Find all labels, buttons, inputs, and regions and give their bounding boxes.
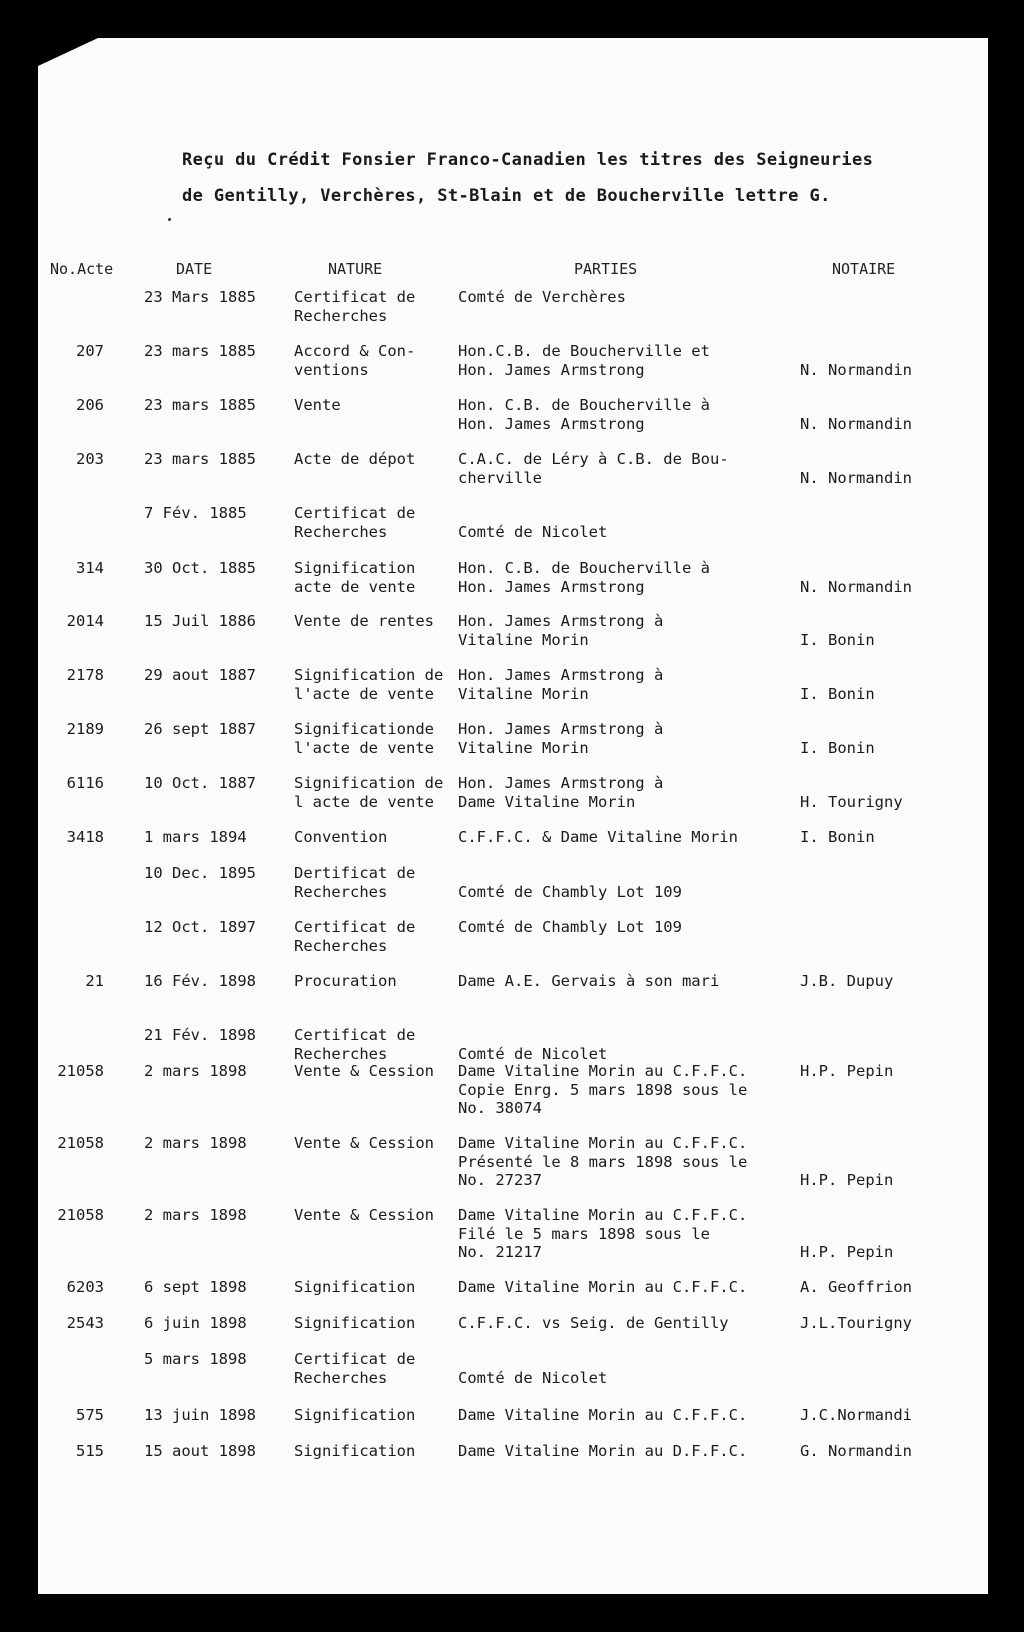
parties-line [458, 1026, 607, 1045]
cell-notaire: N. Normandin [800, 468, 912, 487]
cell-parties [458, 450, 729, 487]
cell-no-acte: 314 [76, 559, 104, 577]
parties-line: Comté de Verchères [458, 288, 626, 306]
cell-parties [458, 1026, 607, 1063]
cell-no-acte: 21058 [57, 1134, 104, 1152]
parties-line: Vitaline Morin [458, 738, 589, 757]
cell-no-acte: 207 [76, 342, 104, 360]
cell-no-acte: 21058 [57, 1206, 104, 1224]
cell-nature [294, 1278, 415, 1297]
cell-parties [458, 1406, 747, 1425]
cell-date: 1 mars 1894 [144, 828, 247, 846]
nature-line: Dertificat de [294, 864, 416, 882]
cell-nature [294, 1314, 415, 1333]
cell-notaire: N. Normandin [800, 360, 912, 379]
nature-line: l acte de vente [294, 792, 434, 811]
cell-notaire: N. Normandin [800, 414, 912, 433]
cell-no-acte: 6116 [66, 774, 104, 792]
parties-line: No. 21217 [458, 1243, 542, 1261]
cell-nature [294, 918, 415, 955]
nature-line: Recherches [294, 1044, 388, 1063]
nature-line: acte de vente [294, 577, 416, 596]
nature-line: Recherches [294, 936, 388, 955]
parties-line: Comté de Nicolet [458, 1044, 608, 1063]
parties-line: Comté de Nicolet [458, 1368, 608, 1387]
cell-date: 23 mars 1885 [144, 450, 256, 468]
parties-line: Hon.C.B. de Boucherville et [458, 342, 710, 360]
cell-no-acte: 203 [76, 450, 104, 468]
cell-notaire: I. Bonin [800, 630, 875, 649]
parties-line: No. 38074 [458, 1099, 542, 1117]
parties-line: C.F.F.C. vs Seig. de Gentilly [458, 1314, 729, 1332]
parties-line: Hon. James Armstrong [458, 414, 645, 433]
parties-line [458, 864, 682, 883]
cell-no-acte: 206 [76, 396, 104, 414]
cell-nature [294, 1406, 415, 1425]
nature-line: Signification [294, 1406, 416, 1424]
cell-date: 10 Oct. 1887 [144, 774, 256, 792]
nature-line: l'acte de vente [294, 684, 434, 703]
cell-nature [294, 1350, 415, 1387]
parties-line [458, 504, 607, 523]
nature-line: Vente & Cession [294, 1062, 434, 1080]
nature-line: Signification [294, 559, 416, 577]
cell-notaire: N. Normandin [800, 577, 912, 596]
cell-parties [458, 1314, 729, 1333]
nature-line: Certificat de [294, 918, 416, 936]
parties-line: Hon. James Armstrong à [458, 612, 664, 630]
cell-nature [294, 864, 415, 901]
cell-nature [294, 1062, 434, 1081]
cell-notaire: H. Tourigny [800, 792, 903, 811]
cell-parties [458, 504, 607, 541]
parties-line: Comté de Chambly Lot 109 [458, 882, 682, 901]
parties-line: cherville [458, 468, 542, 487]
cell-date: 15 Juil 1886 [144, 612, 256, 630]
cell-parties [458, 918, 682, 937]
parties-line: Dame Vitaline Morin au C.F.F.C. [458, 1062, 748, 1080]
cell-notaire: H.P. Pepin [800, 1171, 894, 1189]
header-no-acte: No.Acte [50, 260, 114, 278]
cell-date: 2 mars 1898 [144, 1206, 247, 1224]
cell-parties [458, 828, 738, 847]
cell-date: 10 Dec. 1895 [144, 864, 256, 882]
cell-date: 12 Oct. 1897 [144, 918, 256, 936]
cell-no-acte: 2014 [66, 612, 104, 630]
parties-line: Vitaline Morin [458, 684, 589, 703]
cell-no-acte: 6203 [66, 1278, 104, 1296]
parties-line: Comté de Nicolet [458, 522, 608, 541]
parties-line: Dame Vitaline Morin au C.F.F.C. [458, 1406, 748, 1424]
cell-parties [458, 972, 719, 991]
cell-nature [294, 288, 415, 325]
title-line-2: de Gentilly, Verchères, St-Blain et de Boucherville lettre G. [182, 186, 831, 206]
cell-parties [458, 1350, 607, 1387]
header-nature: NATURE [328, 260, 383, 278]
cell-date: 2 mars 1898 [144, 1134, 247, 1152]
cell-parties [458, 666, 663, 703]
parties-line: Présenté le 8 mars 1898 sous le [458, 1152, 748, 1171]
cell-date: 2 mars 1898 [144, 1062, 247, 1080]
nature-line: l'acte de vente [294, 738, 434, 757]
cell-date: 23 mars 1885 [144, 396, 256, 414]
nature-line: Vente de rentes [294, 612, 434, 630]
parties-line: Filé le 5 mars 1898 sous le [458, 1224, 710, 1243]
nature-line: Vente & Cession [294, 1206, 434, 1224]
cell-parties [458, 288, 626, 307]
cell-date: 7 Fév. 1885 [144, 504, 247, 522]
torn-corner [38, 38, 98, 66]
cell-notaire: H.P. Pepin [800, 1243, 894, 1261]
parties-line: Hon. James Armstrong [458, 577, 645, 596]
parties-line: Dame A.E. Gervais à son mari [458, 972, 720, 990]
parties-line: Hon. James Armstrong à [458, 666, 664, 684]
cell-no-acte: 2189 [66, 720, 104, 738]
cell-date: 29 aout 1887 [144, 666, 256, 684]
cell-parties [458, 612, 663, 649]
cell-nature [294, 1026, 415, 1063]
parties-line: No. 27237 [458, 1171, 542, 1189]
nature-line: Recherches [294, 1368, 388, 1387]
parties-line: Hon. James Armstrong [458, 360, 645, 379]
cell-date: 6 juin 1898 [144, 1314, 247, 1332]
cell-parties [458, 1206, 747, 1262]
nature-line: Certificat de [294, 504, 416, 522]
cell-notaire: I. Bonin [800, 828, 875, 846]
cell-date: 6 sept 1898 [144, 1278, 247, 1296]
ink-speck [168, 218, 171, 221]
nature-line: Procuration [294, 972, 397, 990]
cell-no-acte: 21 [85, 972, 104, 990]
parties-line: Hon. C.B. de Boucherville à [458, 396, 710, 414]
cell-notaire: J.L.Tourigny [800, 1314, 912, 1332]
cell-nature [294, 774, 443, 811]
cell-notaire: H.P. Pepin [800, 1062, 894, 1080]
header-parties: PARTIES [574, 260, 638, 278]
cell-date: 23 mars 1885 [144, 342, 256, 360]
title-line-1: Reçu du Crédit Fonsier Franco-Canadien les titres des Seigneuries [182, 150, 874, 170]
cell-nature [294, 972, 397, 991]
cell-nature [294, 720, 434, 757]
header-notaire: NOTAIRE [832, 260, 896, 278]
cell-parties [458, 342, 710, 379]
cell-date: 30 Oct. 1885 [144, 559, 256, 577]
parties-line: C.F.F.C. & Dame Vitaline Morin [458, 828, 738, 846]
cell-no-acte: 21058 [57, 1062, 104, 1080]
cell-nature [294, 612, 434, 631]
cell-nature [294, 828, 387, 847]
nature-line: Signification [294, 1442, 416, 1460]
parties-line: Dame Vitaline Morin au D.F.F.C. [458, 1442, 748, 1460]
nature-line: Recherches [294, 882, 388, 901]
cell-no-acte: 515 [76, 1442, 104, 1460]
cell-date: 16 Fév. 1898 [144, 972, 256, 990]
nature-line: Certificat de [294, 1026, 416, 1044]
nature-line: Recherches [294, 306, 388, 325]
cell-nature [294, 1206, 434, 1225]
cell-nature [294, 342, 415, 379]
cell-nature [294, 504, 415, 541]
cell-parties [458, 1442, 747, 1461]
cell-date: 21 Fév. 1898 [144, 1026, 256, 1044]
nature-line: Vente & Cession [294, 1134, 434, 1152]
cell-notaire: J.B. Dupuy [800, 972, 894, 990]
cell-date: 23 Mars 1885 [144, 288, 256, 306]
header-date: DATE [176, 260, 213, 278]
cell-parties [458, 774, 663, 811]
cell-parties [458, 559, 710, 596]
cell-date: 15 aout 1898 [144, 1442, 256, 1460]
cell-parties [458, 396, 710, 433]
cell-date: 5 mars 1898 [144, 1350, 247, 1368]
parties-line [458, 1350, 607, 1369]
parties-line: C.A.C. de Léry à C.B. de Bou- [458, 450, 729, 468]
nature-line: Signification de [294, 774, 444, 792]
nature-line: Certificat de [294, 1350, 416, 1368]
cell-nature [294, 396, 341, 415]
parties-line: Hon. James Armstrong à [458, 720, 664, 738]
cell-nature [294, 1442, 415, 1461]
document-page [38, 38, 988, 1594]
nature-line: Accord & Con- [294, 342, 416, 360]
nature-line: Signification [294, 1314, 416, 1332]
document-title [182, 142, 873, 214]
parties-line: Comté de Chambly Lot 109 [458, 918, 682, 936]
nature-line: ventions [294, 360, 369, 379]
parties-line: Hon. James Armstrong à [458, 774, 664, 792]
cell-date: 13 juin 1898 [144, 1406, 256, 1424]
nature-line: Acte de dépot [294, 450, 416, 468]
nature-line: Convention [294, 828, 388, 846]
parties-line: Vitaline Morin [458, 630, 589, 649]
parties-line: Dame Vitaline Morin [458, 792, 636, 811]
cell-parties [458, 720, 663, 757]
nature-line: Certificat de [294, 288, 416, 306]
cell-no-acte: 2178 [66, 666, 104, 684]
nature-line: Vente [294, 396, 341, 414]
cell-parties [458, 1062, 747, 1118]
cell-no-acte: 3418 [66, 828, 104, 846]
cell-parties [458, 1278, 747, 1297]
cell-nature [294, 1134, 434, 1153]
nature-line: Recherches [294, 522, 388, 541]
cell-date: 26 sept 1887 [144, 720, 256, 738]
nature-line: Significationde [294, 720, 434, 738]
cell-notaire: I. Bonin [800, 684, 875, 703]
parties-line: Dame Vitaline Morin au C.F.F.C. [458, 1206, 748, 1224]
parties-line: Dame Vitaline Morin au C.F.F.C. [458, 1134, 748, 1152]
parties-line: Copie Enrg. 5 mars 1898 sous le [458, 1080, 748, 1099]
parties-line: Dame Vitaline Morin au C.F.F.C. [458, 1278, 748, 1296]
cell-nature [294, 450, 415, 469]
cell-no-acte: 575 [76, 1406, 104, 1424]
cell-notaire: G. Normandin [800, 1442, 912, 1460]
cell-parties [458, 864, 682, 901]
cell-nature [294, 559, 415, 596]
cell-notaire: J.C.Normandi [800, 1406, 912, 1424]
cell-nature [294, 666, 443, 703]
cell-notaire: A. Geoffrion [800, 1278, 912, 1296]
cell-parties [458, 1134, 747, 1190]
cell-notaire: I. Bonin [800, 738, 875, 757]
nature-line: Signification de [294, 666, 444, 684]
nature-line: Signification [294, 1278, 416, 1296]
parties-line: Hon. C.B. de Boucherville à [458, 559, 710, 577]
cell-no-acte: 2543 [66, 1314, 104, 1332]
